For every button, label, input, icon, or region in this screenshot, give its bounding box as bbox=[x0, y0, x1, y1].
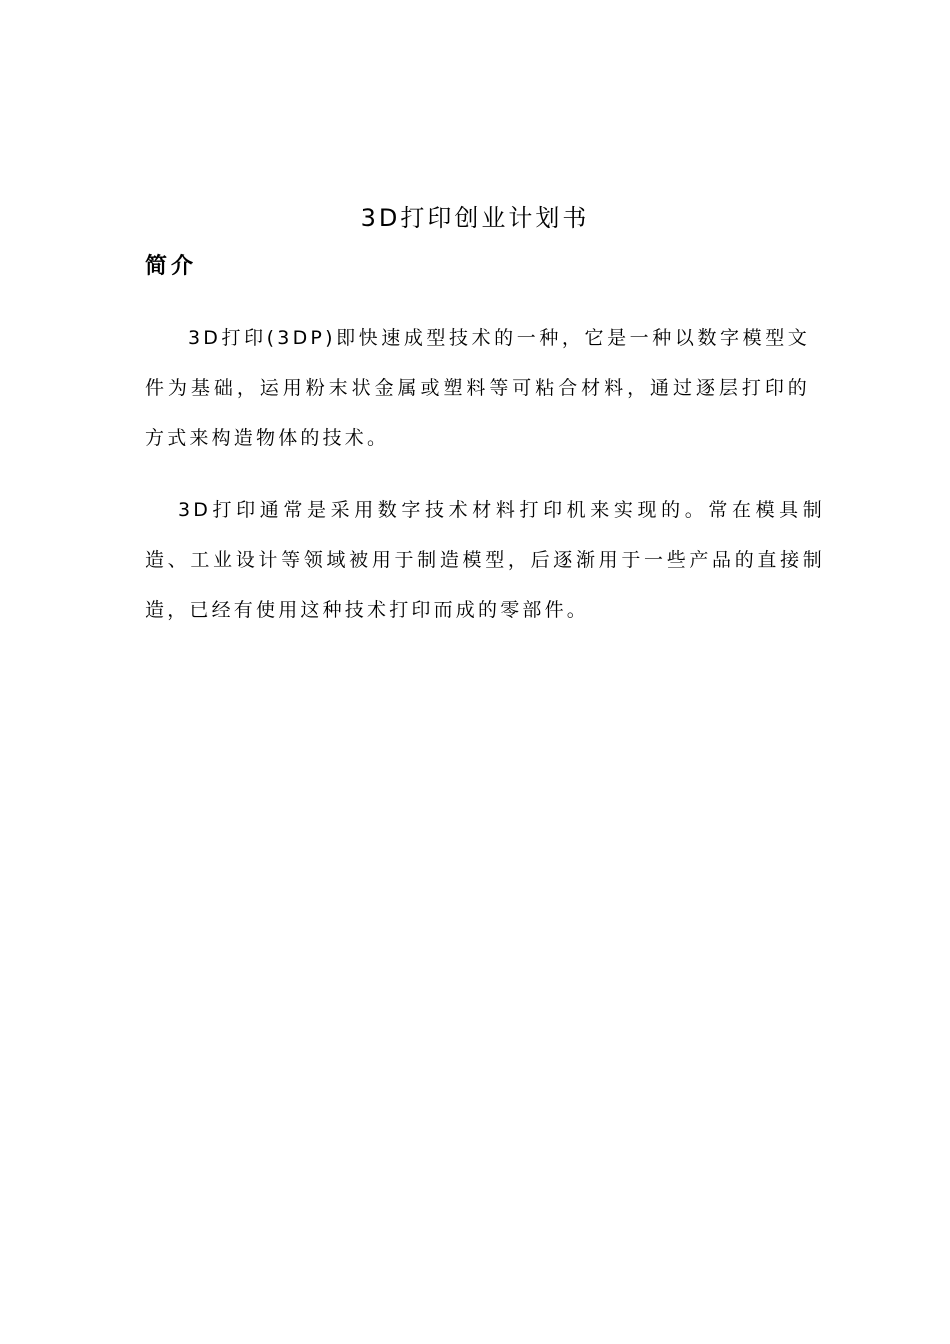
document-title: 3D打印创业计划书 bbox=[360, 204, 590, 232]
intro-paragraph-1: 3D打印(3DP)即快速成型技术的一种，它是一种以数字模型文件为基础，运用粉末状金属或塑料等可粘合材料，通过逐层打印的方式来构造物体的技术。 bbox=[145, 327, 810, 449]
section-heading-introduction: 简介 bbox=[145, 254, 198, 279]
intro-paragraph-2: 3D打印通常是采用数字技术材料打印机来实现的。常在模具制造、工业设计等领域被用于制造模型，后逐渐用于一些产品的直接制造，已经有使用这种技术打印而成的零部件。 bbox=[145, 499, 825, 621]
